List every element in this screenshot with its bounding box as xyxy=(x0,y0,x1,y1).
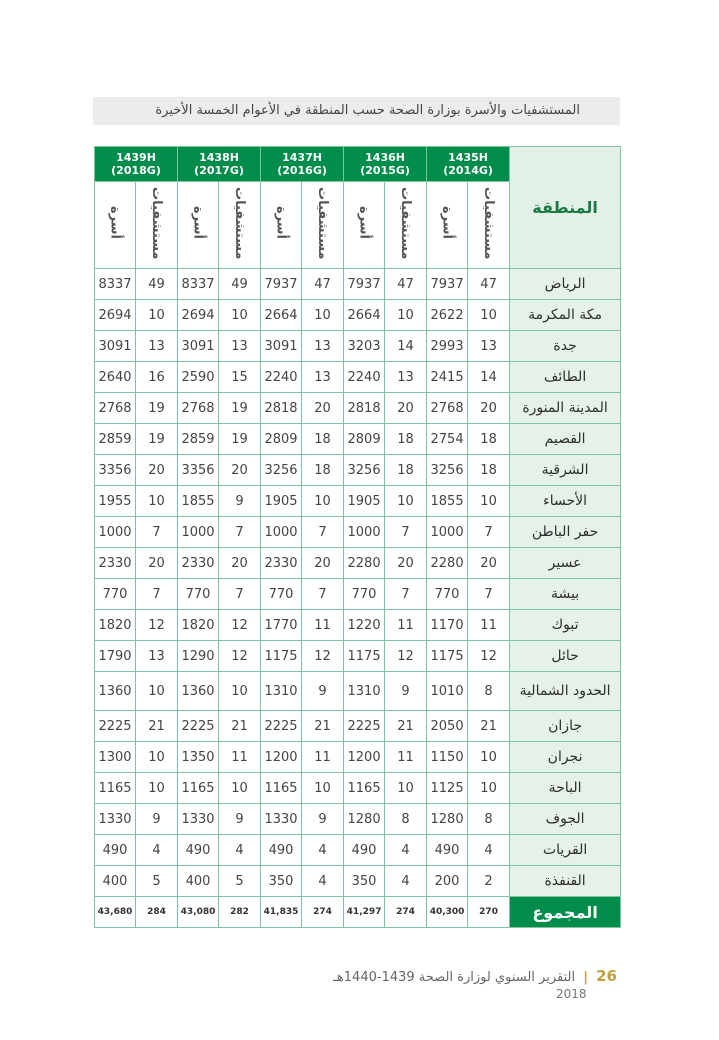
total-row xyxy=(95,897,621,928)
beds-cell: 3203 xyxy=(344,331,385,362)
beds-cell: 1000 xyxy=(261,517,302,548)
beds-subheader xyxy=(178,182,219,269)
beds-cell: 1165 xyxy=(95,773,136,804)
beds-cell: 3356 xyxy=(95,455,136,486)
beds-cell: 2330 xyxy=(178,548,219,579)
hospitals-cell: 9 xyxy=(302,672,344,711)
hospitals-cell: 12 xyxy=(468,641,510,672)
hospitals-cell: 10 xyxy=(468,486,510,517)
hospitals-cell: 11 xyxy=(302,610,344,641)
total-beds-cell: 41,297 xyxy=(344,897,385,928)
hospitals-cell: 13 xyxy=(302,362,344,393)
table-row xyxy=(95,393,621,424)
year-gregorian: (2015G) xyxy=(360,164,410,177)
total-beds-cell: 43,680 xyxy=(95,897,136,928)
hospitals-cell: 14 xyxy=(468,362,510,393)
beds-subheader-label: أسرة xyxy=(273,206,289,240)
table-row xyxy=(95,548,621,579)
table-row xyxy=(95,804,621,835)
beds-cell: 400 xyxy=(178,866,219,897)
beds-cell: 2694 xyxy=(95,300,136,331)
region-name: نجران xyxy=(510,742,621,773)
hospitals-cell: 13 xyxy=(385,362,427,393)
hospitals-cell: 11 xyxy=(385,610,427,641)
hospitals-subheader xyxy=(385,182,427,269)
beds-cell: 2590 xyxy=(178,362,219,393)
hospitals-cell: 8 xyxy=(468,672,510,711)
hospitals-cell: 14 xyxy=(385,331,427,362)
region-name: بيشة xyxy=(510,579,621,610)
hospitals-cell: 4 xyxy=(302,866,344,897)
hospitals-cell: 20 xyxy=(219,548,261,579)
table-row xyxy=(95,742,621,773)
year-hijri: 1438H xyxy=(199,151,239,164)
beds-cell: 350 xyxy=(261,866,302,897)
beds-cell: 2754 xyxy=(427,424,468,455)
hospitals-cell: 10 xyxy=(136,742,178,773)
region-name: عسير xyxy=(510,548,621,579)
beds-cell: 7937 xyxy=(261,269,302,300)
year-gregorian: (2017G) xyxy=(194,164,244,177)
hospitals-cell: 9 xyxy=(385,672,427,711)
hospitals-cell: 9 xyxy=(302,804,344,835)
year-header-cell xyxy=(427,147,510,182)
beds-cell: 490 xyxy=(427,835,468,866)
beds-cell: 7937 xyxy=(427,269,468,300)
table-row xyxy=(95,641,621,672)
year-header-cell xyxy=(344,147,427,182)
page-footer xyxy=(333,967,617,985)
beds-cell: 2330 xyxy=(261,548,302,579)
beds-cell: 2664 xyxy=(344,300,385,331)
hospitals-cell: 21 xyxy=(136,711,178,742)
hospitals-cell: 12 xyxy=(302,641,344,672)
total-hospitals-cell: 282 xyxy=(219,897,261,928)
beds-cell: 2859 xyxy=(95,424,136,455)
beds-cell: 2240 xyxy=(344,362,385,393)
hospitals-cell: 10 xyxy=(302,486,344,517)
hospitals-cell: 4 xyxy=(385,835,427,866)
beds-cell: 1770 xyxy=(261,610,302,641)
hospitals-cell: 13 xyxy=(468,331,510,362)
hospitals-cell: 13 xyxy=(136,641,178,672)
beds-cell: 2330 xyxy=(95,548,136,579)
beds-cell: 1000 xyxy=(95,517,136,548)
hospitals-cell: 10 xyxy=(136,672,178,711)
hospitals-cell: 9 xyxy=(219,486,261,517)
hospitals-cell: 9 xyxy=(219,804,261,835)
beds-cell: 770 xyxy=(427,579,468,610)
hospitals-cell: 10 xyxy=(385,773,427,804)
year-hijri: 1436H xyxy=(365,151,405,164)
beds-subheader xyxy=(261,182,302,269)
hospitals-subheader-label: مستشفيات xyxy=(481,186,497,260)
page-number: 26 xyxy=(596,967,617,985)
year-header-cell xyxy=(261,147,344,182)
beds-cell: 1855 xyxy=(178,486,219,517)
beds-cell: 3256 xyxy=(427,455,468,486)
beds-cell: 1200 xyxy=(261,742,302,773)
hospitals-cell: 20 xyxy=(136,455,178,486)
hospitals-cell: 10 xyxy=(385,486,427,517)
beds-cell: 2768 xyxy=(95,393,136,424)
hospitals-cell: 10 xyxy=(468,742,510,773)
hospitals-cell: 20 xyxy=(385,548,427,579)
beds-cell: 1000 xyxy=(427,517,468,548)
year-header-cell xyxy=(178,147,261,182)
beds-cell: 1175 xyxy=(344,641,385,672)
total-hospitals-cell: 274 xyxy=(385,897,427,928)
beds-cell: 2768 xyxy=(178,393,219,424)
beds-subheader-label: أسرة xyxy=(190,206,206,240)
beds-cell: 2664 xyxy=(261,300,302,331)
beds-cell: 1360 xyxy=(178,672,219,711)
hospitals-cell: 21 xyxy=(219,711,261,742)
hospitals-subheader xyxy=(219,182,261,269)
table-row xyxy=(95,672,621,711)
hospitals-cell: 7 xyxy=(468,517,510,548)
beds-cell: 1290 xyxy=(178,641,219,672)
beds-cell: 3091 xyxy=(95,331,136,362)
table-title: المستشفيات والأسرة بوزارة الصحة حسب المنطقة في الأعوام الخمسة الأخيرة xyxy=(93,97,620,125)
beds-cell: 1955 xyxy=(95,486,136,517)
beds-subheader-label: أسرة xyxy=(439,206,455,240)
beds-cell: 1310 xyxy=(261,672,302,711)
hospitals-cell: 10 xyxy=(302,300,344,331)
hospitals-cell: 20 xyxy=(468,393,510,424)
beds-cell: 400 xyxy=(95,866,136,897)
year-hijri: 1437H xyxy=(282,151,322,164)
region-name: تبوك xyxy=(510,610,621,641)
hospitals-cell: 9 xyxy=(136,804,178,835)
hospitals-cell: 7 xyxy=(468,579,510,610)
region-name: الطائف xyxy=(510,362,621,393)
region-name: الرياض xyxy=(510,269,621,300)
hospitals-cell: 12 xyxy=(136,610,178,641)
hospitals-subheader-label: مستشفيات xyxy=(398,186,414,260)
table-row xyxy=(95,362,621,393)
hospitals-cell: 10 xyxy=(219,773,261,804)
beds-cell: 2280 xyxy=(427,548,468,579)
hospitals-subheader xyxy=(468,182,510,269)
year-hijri: 1435H xyxy=(448,151,488,164)
beds-cell: 770 xyxy=(178,579,219,610)
hospitals-cell: 4 xyxy=(302,835,344,866)
hospitals-cell: 20 xyxy=(385,393,427,424)
hospitals-cell: 18 xyxy=(468,455,510,486)
region-name: الباحة xyxy=(510,773,621,804)
beds-cell: 7937 xyxy=(344,269,385,300)
beds-cell: 2859 xyxy=(178,424,219,455)
beds-cell: 2640 xyxy=(95,362,136,393)
hospitals-subheader-label: مستشفيات xyxy=(232,186,248,260)
hospitals-cell: 12 xyxy=(219,610,261,641)
hospitals-cell: 10 xyxy=(385,300,427,331)
hospitals-cell: 19 xyxy=(219,424,261,455)
total-beds-cell: 41,835 xyxy=(261,897,302,928)
hospitals-cell: 47 xyxy=(468,269,510,300)
beds-cell: 2225 xyxy=(261,711,302,742)
hospitals-cell: 49 xyxy=(219,269,261,300)
beds-cell: 1360 xyxy=(95,672,136,711)
beds-cell: 3256 xyxy=(344,455,385,486)
beds-cell: 1310 xyxy=(344,672,385,711)
beds-cell: 1330 xyxy=(178,804,219,835)
beds-cell: 200 xyxy=(427,866,468,897)
beds-cell: 3356 xyxy=(178,455,219,486)
beds-cell: 1150 xyxy=(427,742,468,773)
beds-subheader-label: أسرة xyxy=(107,206,123,240)
beds-cell: 1300 xyxy=(95,742,136,773)
beds-cell: 490 xyxy=(261,835,302,866)
hospitals-cell: 13 xyxy=(136,331,178,362)
beds-cell: 770 xyxy=(344,579,385,610)
hospitals-cell: 11 xyxy=(302,742,344,773)
region-name: القنفذة xyxy=(510,866,621,897)
hospitals-cell: 21 xyxy=(385,711,427,742)
hospitals-cell: 10 xyxy=(302,773,344,804)
region-name: الجوف xyxy=(510,804,621,835)
beds-cell: 1165 xyxy=(261,773,302,804)
total-label: المجموع xyxy=(510,897,621,928)
beds-cell: 1820 xyxy=(178,610,219,641)
beds-cell: 1200 xyxy=(344,742,385,773)
hospitals-cell: 11 xyxy=(385,742,427,773)
hospitals-cell: 13 xyxy=(219,331,261,362)
hospitals-cell: 47 xyxy=(385,269,427,300)
hospitals-cell: 18 xyxy=(385,455,427,486)
report-title: التقرير السنوي لوزارة الصحة 1439-1440هـ xyxy=(333,970,576,985)
hospitals-cell: 10 xyxy=(136,773,178,804)
beds-cell: 770 xyxy=(95,579,136,610)
beds-cell: 1165 xyxy=(344,773,385,804)
hospitals-cell: 10 xyxy=(468,300,510,331)
table-row xyxy=(95,610,621,641)
beds-subheader xyxy=(95,182,136,269)
region-name: الأحساء xyxy=(510,486,621,517)
beds-cell: 2225 xyxy=(95,711,136,742)
beds-cell: 2818 xyxy=(344,393,385,424)
hospitals-subheader xyxy=(136,182,178,269)
region-name: مكة المكرمة xyxy=(510,300,621,331)
hospitals-cell: 19 xyxy=(219,393,261,424)
hospitals-cell: 10 xyxy=(136,486,178,517)
beds-subheader xyxy=(344,182,385,269)
hospitals-cell: 12 xyxy=(385,641,427,672)
table-row xyxy=(95,579,621,610)
beds-cell: 1330 xyxy=(95,804,136,835)
total-beds-cell: 43,080 xyxy=(178,897,219,928)
hospitals-cell: 20 xyxy=(136,548,178,579)
region-name: حائل xyxy=(510,641,621,672)
hospitals-cell: 15 xyxy=(219,362,261,393)
table-row xyxy=(95,455,621,486)
hospitals-cell: 47 xyxy=(302,269,344,300)
beds-cell: 2809 xyxy=(344,424,385,455)
beds-cell: 350 xyxy=(344,866,385,897)
beds-cell: 1280 xyxy=(427,804,468,835)
beds-cell: 2415 xyxy=(427,362,468,393)
beds-cell: 1820 xyxy=(95,610,136,641)
hospitals-cell: 8 xyxy=(385,804,427,835)
beds-cell: 1280 xyxy=(344,804,385,835)
hospitals-cell: 19 xyxy=(136,424,178,455)
table-row xyxy=(95,486,621,517)
year-gregorian: (2016G) xyxy=(277,164,327,177)
table-row xyxy=(95,773,621,804)
hospitals-cell: 4 xyxy=(136,835,178,866)
year-gregorian: (2014G) xyxy=(443,164,493,177)
beds-cell: 2225 xyxy=(178,711,219,742)
hospitals-subheader xyxy=(302,182,344,269)
hospitals-cell: 10 xyxy=(219,300,261,331)
hospitals-cell: 20 xyxy=(302,548,344,579)
hospitals-cell: 7 xyxy=(219,579,261,610)
footer-separator: | xyxy=(583,970,588,985)
hospitals-cell: 19 xyxy=(136,393,178,424)
beds-cell: 1855 xyxy=(427,486,468,517)
table-row xyxy=(95,517,621,548)
hospitals-cell: 7 xyxy=(302,517,344,548)
beds-cell: 2768 xyxy=(427,393,468,424)
beds-cell: 3091 xyxy=(261,331,302,362)
hospitals-cell: 11 xyxy=(219,742,261,773)
hospitals-cell: 7 xyxy=(219,517,261,548)
hospitals-cell: 18 xyxy=(385,424,427,455)
beds-subheader xyxy=(427,182,468,269)
beds-cell: 1165 xyxy=(178,773,219,804)
beds-cell: 490 xyxy=(95,835,136,866)
hospitals-cell: 7 xyxy=(302,579,344,610)
report-year: 2018 xyxy=(556,987,587,1001)
hospitals-beds-table xyxy=(94,146,621,928)
hospitals-cell: 7 xyxy=(136,579,178,610)
beds-cell: 1170 xyxy=(427,610,468,641)
beds-cell: 1125 xyxy=(427,773,468,804)
region-name: حفر الباطن xyxy=(510,517,621,548)
hospitals-cell: 2 xyxy=(468,866,510,897)
hospitals-cell: 8 xyxy=(468,804,510,835)
beds-cell: 8337 xyxy=(95,269,136,300)
beds-cell: 1010 xyxy=(427,672,468,711)
hospitals-cell: 7 xyxy=(385,517,427,548)
beds-cell: 490 xyxy=(344,835,385,866)
region-name: جدة xyxy=(510,331,621,362)
region-name: جازان xyxy=(510,711,621,742)
table-body xyxy=(95,269,621,928)
hospitals-cell: 18 xyxy=(302,424,344,455)
beds-cell: 2280 xyxy=(344,548,385,579)
hospitals-cell: 7 xyxy=(385,579,427,610)
total-beds-cell: 40,300 xyxy=(427,897,468,928)
hospitals-cell: 10 xyxy=(219,672,261,711)
year-hijri: 1439H xyxy=(116,151,156,164)
table-row xyxy=(95,300,621,331)
beds-cell: 2225 xyxy=(344,711,385,742)
hospitals-cell: 18 xyxy=(302,455,344,486)
beds-cell: 770 xyxy=(261,579,302,610)
hospitals-cell: 21 xyxy=(468,711,510,742)
region-name: الشرقية xyxy=(510,455,621,486)
beds-cell: 2818 xyxy=(261,393,302,424)
region-name: المدينة المنورة xyxy=(510,393,621,424)
beds-cell: 2240 xyxy=(261,362,302,393)
beds-cell: 2809 xyxy=(261,424,302,455)
hospitals-cell: 20 xyxy=(219,455,261,486)
table-row xyxy=(95,269,621,300)
region-name: الحدود الشمالية xyxy=(510,672,621,711)
beds-cell: 490 xyxy=(178,835,219,866)
beds-cell: 1220 xyxy=(344,610,385,641)
beds-cell: 8337 xyxy=(178,269,219,300)
beds-cell: 1905 xyxy=(344,486,385,517)
year-header-row xyxy=(95,147,621,182)
hospitals-cell: 11 xyxy=(468,610,510,641)
total-hospitals-cell: 284 xyxy=(136,897,178,928)
beds-cell: 1790 xyxy=(95,641,136,672)
beds-cell: 2694 xyxy=(178,300,219,331)
hospitals-cell: 49 xyxy=(136,269,178,300)
beds-cell: 1175 xyxy=(427,641,468,672)
hospitals-cell: 7 xyxy=(136,517,178,548)
beds-subheader-label: أسرة xyxy=(356,206,372,240)
hospitals-cell: 10 xyxy=(136,300,178,331)
beds-cell: 1350 xyxy=(178,742,219,773)
table-row xyxy=(95,866,621,897)
hospitals-cell: 12 xyxy=(219,641,261,672)
region-name: القصيم xyxy=(510,424,621,455)
table-row xyxy=(95,711,621,742)
hospitals-cell: 5 xyxy=(136,866,178,897)
hospitals-cell: 21 xyxy=(302,711,344,742)
hospitals-subheader-label: مستشفيات xyxy=(315,186,331,260)
region-name: القريات xyxy=(510,835,621,866)
table-row xyxy=(95,424,621,455)
hospitals-cell: 16 xyxy=(136,362,178,393)
hospitals-cell: 5 xyxy=(219,866,261,897)
table-row xyxy=(95,835,621,866)
hospitals-subheader-label: مستشفيات xyxy=(149,186,164,260)
beds-cell: 1175 xyxy=(261,641,302,672)
beds-cell: 1000 xyxy=(344,517,385,548)
year-header-cell xyxy=(95,147,178,182)
hospitals-cell: 20 xyxy=(468,548,510,579)
table-row xyxy=(95,331,621,362)
beds-cell: 2993 xyxy=(427,331,468,362)
hospitals-cell: 4 xyxy=(385,866,427,897)
total-hospitals-cell: 274 xyxy=(302,897,344,928)
hospitals-cell: 4 xyxy=(468,835,510,866)
hospitals-cell: 13 xyxy=(302,331,344,362)
beds-cell: 1000 xyxy=(178,517,219,548)
beds-cell: 1330 xyxy=(261,804,302,835)
beds-cell: 2050 xyxy=(427,711,468,742)
total-hospitals-cell: 270 xyxy=(468,897,510,928)
hospitals-cell: 4 xyxy=(219,835,261,866)
beds-cell: 3256 xyxy=(261,455,302,486)
hospitals-cell: 20 xyxy=(302,393,344,424)
beds-cell: 2622 xyxy=(427,300,468,331)
beds-cell: 1905 xyxy=(261,486,302,517)
beds-cell: 3091 xyxy=(178,331,219,362)
hospitals-cell: 10 xyxy=(468,773,510,804)
year-gregorian: (2018G) xyxy=(111,164,161,177)
region-column-header: المنطقة xyxy=(510,147,621,269)
hospitals-cell: 18 xyxy=(468,424,510,455)
